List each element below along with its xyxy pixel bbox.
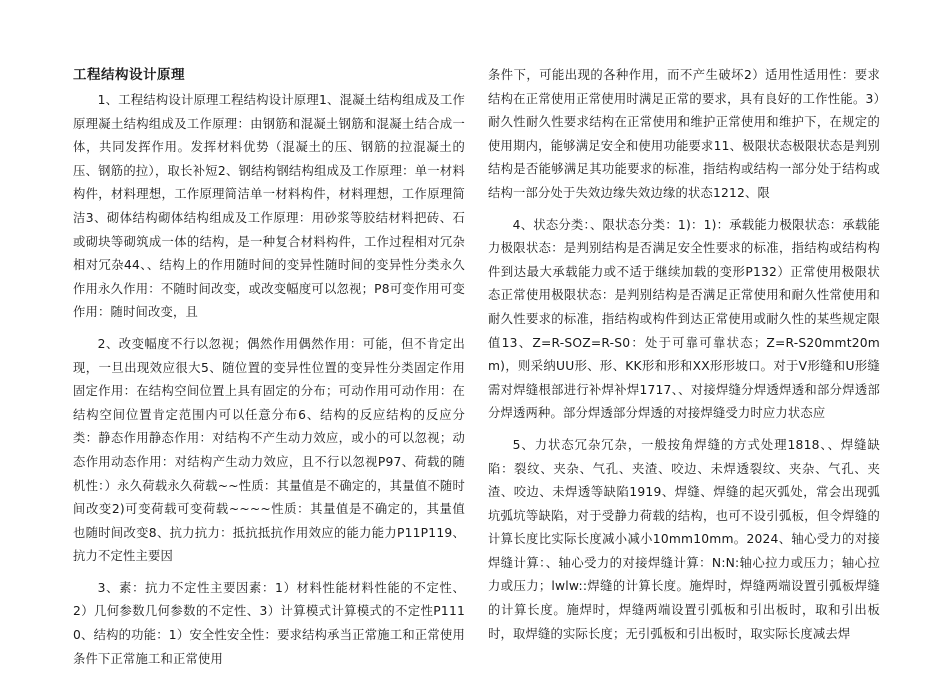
paragraph-2: 2、改变幅度不行以忽视；偶然作用偶然作用：可能，但不肯定出现，一旦出现效应很大5、随位置的变异性位置的变异性分类固定作用固定作用：在结构空间位置上具有固定的分布；可动作用可动作用：在结构空间位置肯定范围内可以任意分布6、结构的反应结构的反应分类：静态作用静态作用：对结构不产生动力效应，或小的可以忽视；动态作用动态作用：对结构产生动力效应，且不行以忽视P97、荷载的随机性：）永久荷载永久荷载~~性质：其量值是不确定的，其量值不随时间改变2)可变荷载可变荷载~~~~性质：其量值是不确定的，其量值也随时间改变8、抗力抗力：抵抗抵抗作用效应的能力能力P11P119、抗力不定性主要因 bbox=[73, 336, 465, 564]
left-column bbox=[73, 64, 465, 679]
paragraph-1: 1、工程结构设计原理工程结构设计原理1、混凝土结构组成及工作原理凝土结构组成及工作原理：由钢筋和混凝土钢筋和混凝土结合成一体，共同发挥作用。发挥材料优势（混凝土的压、钢筋的拉混凝土的压、钢筋的拉），取长补短2、钢结构钢结构组成及工作原理：单一材料构件，材料理想，工作原理简洁单一材料构件，材料理想，工作原理简洁3、砌体结构砌体结构组成及工作原理：用砂浆等胶结材料把砖、石或砌块等砌筑成一体的结构，是一种复合材料构件，工作过程相对冗杂相对冗杂44、、结构上的作用随时间的变异性随时间的变异性分类永久作用永久作用：不随时间改变，或改变幅度可以忽视；P8可变作用可变作用：随时间改变，且 bbox=[73, 93, 465, 320]
paragraph-3: 3、素：抗力不定性主要因素：1）材料性能材料性能的不定性、2）几何参数几何参数的不定性、3）计算模式计算模式的不定性P1110、结构的功能：1）安全性安全性：要求结构承当正常施工和正常使用条件下正常施工和正常使用 bbox=[73, 580, 465, 666]
paragraph-5: 5、力状态冗杂冗杂，一般按角焊缝的方式处理1818、、焊缝缺陷：裂纹、夹杂、气孔、夹渣、咬边、未焊透裂纹、夹杂、气孔、夹渣、咬边、未焊透等缺陷1919、焊缝、焊缝的起灭弧处，常会出现弧坑弧坑等缺陷，对于受静力荷载的结构，也可不设引弧板，但令焊缝的计算长度比实际长度减小减小10mm10mm。2024、轴心受力的对接焊缝计算：、轴心受力的对接焊缝计算：N:N:轴心拉力或压力；轴心拉力或压力；lwlw::焊缝的计算长度。施焊时，焊缝两端设置引弧板焊缝的计算长度。施焊时，焊缝两端设置引弧板和引出板时，取和引出板时，取焊缝的实际长度；无引弧板和引出板时，取实际长度减去焊 bbox=[488, 437, 880, 641]
right-column bbox=[488, 64, 880, 654]
paragraph-4: 4、状态分类：、限状态分类：1)：1)：承载能力极限状态：承载能力极限状态：是判别结构是否满足安全性要求的标准，指结构或结构构件到达最大承载能力或不适于继续加载的变形P132）正常使用极限状态正常使用极限状态：是判别结构是否满足正常使用和耐久性常使用和耐久性要求的标准，指结构或构件到达正常使用或耐久性的某些规定限值13、Z=R-SOZ=R-S0：处于可靠可靠状态；Z=R-S20mmt20mm)，则采纳UU形、形、KK形和形和XX形形坡口。对于V形缝和U形缝需对焊缝根部进行补焊补焊1717、、对接焊缝分焊透焊透和部分焊透部分焊透两种。部分焊透部分焊透的对接焊缝受力时应力状态应 bbox=[488, 217, 880, 421]
document-title: 工程结构设计原理 bbox=[73, 67, 185, 83]
paragraph-3-continued: 条件下，可能出现的各种作用，而不产生破坏2）适用性适用性：要求结构在正常使用正常使用时满足正常的要求，具有良好的工作性能。3）耐久性耐久性要求结构在正常使用和维护正常使用和维护下，在规定的使用期内，能够满足安全和使用功能要求11、极限状态极限状态是判别结构是否能够满足其功能要求的标准，指结构或结构一部分处于结构或结构一部分处于失效边缘失效边缘的状态1212、限 bbox=[488, 68, 880, 200]
